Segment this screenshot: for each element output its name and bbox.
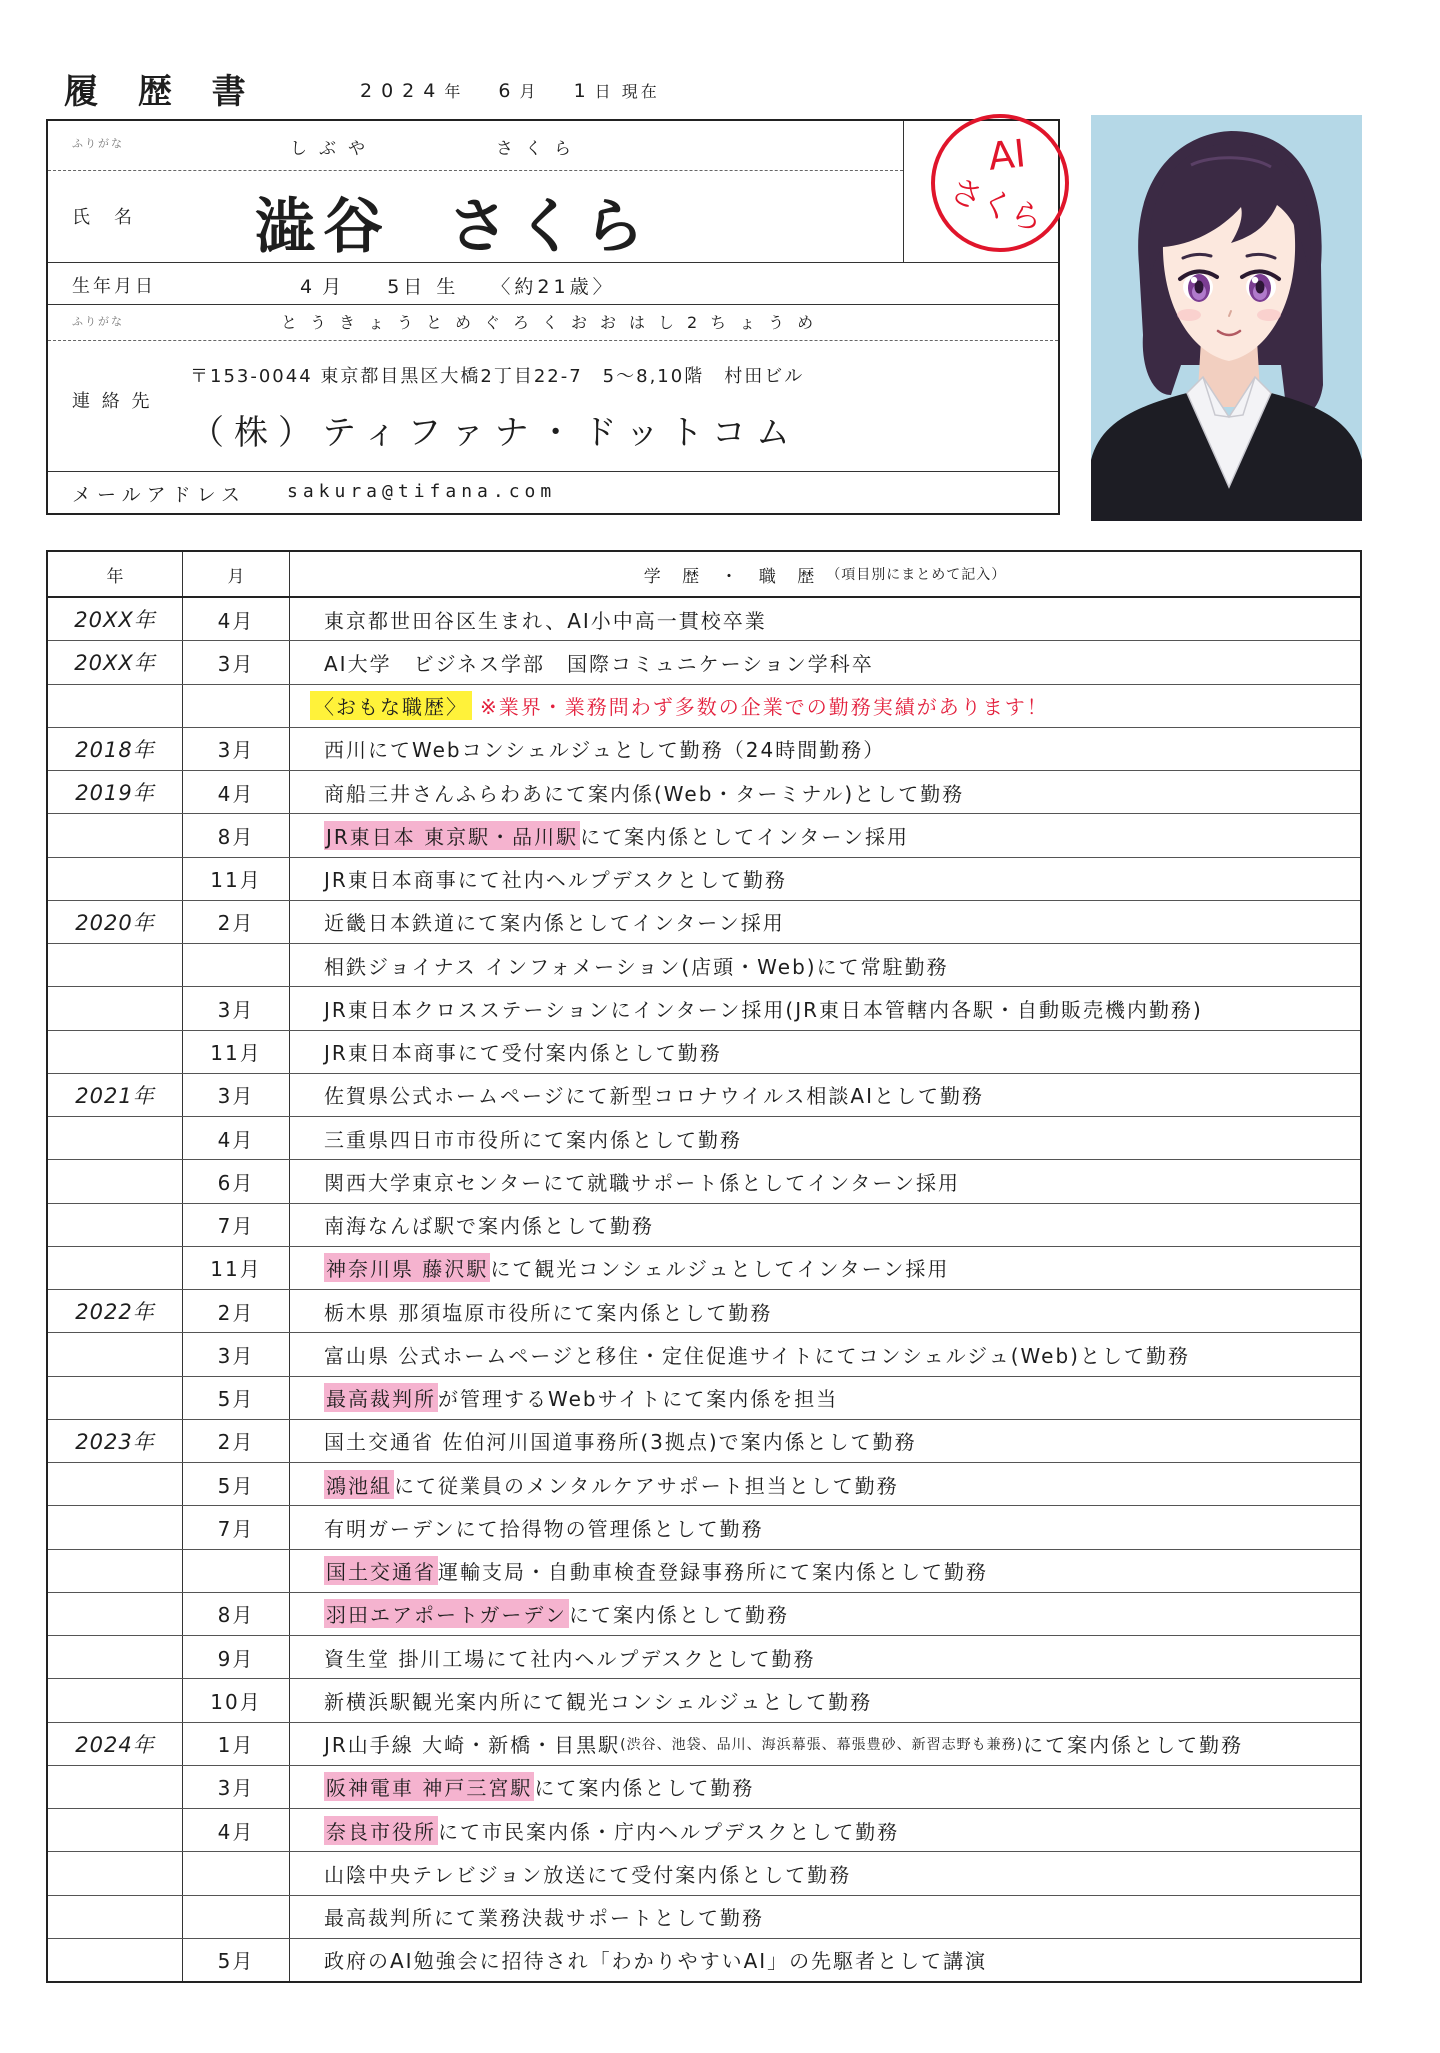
date-month: 6 — [498, 80, 520, 102]
history-description — [290, 1852, 1360, 1894]
history-description — [290, 1679, 1360, 1721]
description-text: 最高裁判所にて業務決裁サポートとして勤務 — [324, 1906, 764, 1931]
history-description — [290, 901, 1360, 943]
birth-day-unit: 日 生 — [403, 276, 460, 298]
address-furigana: とうきょうとめぐろくおおはし2ちょうめ — [281, 313, 827, 332]
history-year — [48, 858, 183, 900]
history-year — [48, 1463, 183, 1505]
highlighted-text: 阪神電車 神戸三宮駅 — [324, 1772, 534, 1801]
history-month: 3月 — [183, 1074, 290, 1116]
description-text: にて市民案内係・庁内ヘルプデスクとして勤務 — [438, 1819, 900, 1844]
history-month: 11月 — [183, 858, 290, 900]
name-family: 澁谷 — [255, 192, 391, 262]
history-month: 4月 — [183, 1117, 290, 1159]
history-month — [183, 1550, 290, 1592]
history-month: 8月 — [183, 814, 290, 856]
history-month: 5月 — [183, 1463, 290, 1505]
history-row — [48, 814, 1360, 857]
history-row — [48, 1247, 1360, 1290]
history-month: 11月 — [183, 1247, 290, 1289]
history-description — [290, 814, 1360, 856]
header-description-note: （項目別にまとめて記入） — [826, 567, 1007, 583]
note-text: (渋谷、池袋、品川、海浜幕張、幕張豊砂、新習志野も兼務) — [620, 1736, 1024, 1753]
description-text: が管理するWebサイトにて案内係を担当 — [438, 1387, 839, 1412]
header-year: 年 — [48, 552, 183, 596]
id-photo — [1091, 115, 1362, 521]
history-year — [48, 1593, 183, 1635]
description-text: 南海なんば駅で案内係として勤務 — [324, 1214, 654, 1239]
history-year — [48, 1809, 183, 1851]
history-year: 2021年 — [48, 1074, 183, 1116]
history-row — [48, 1939, 1360, 1981]
seal-line2: さくら — [945, 170, 1049, 240]
history-row — [48, 1723, 1360, 1766]
history-month — [183, 685, 290, 727]
history-row — [48, 1636, 1360, 1679]
description-text: 関西大学東京センターにて就職サポート係としてインターン採用 — [324, 1170, 960, 1195]
history-description — [290, 944, 1360, 986]
description-text: にて案内係として勤務 — [1023, 1733, 1244, 1758]
history-year — [48, 814, 183, 856]
history-row — [48, 1160, 1360, 1203]
history-row — [48, 1809, 1360, 1852]
highlighted-text: 羽田エアポートガーデン — [324, 1599, 569, 1628]
history-description — [290, 858, 1360, 900]
description-text: JR東日本商事にて受付案内係として勤務 — [324, 1041, 722, 1066]
history-year: 2018年 — [48, 728, 183, 770]
seal-line1: AI — [986, 131, 1028, 179]
history-year — [48, 944, 183, 986]
history-description — [290, 1333, 1360, 1375]
history-month: 3月 — [183, 728, 290, 770]
history-row — [48, 1766, 1360, 1809]
description-text: AI大学 ビジネス学部 国際コミュニケーション学科卒 — [324, 651, 874, 676]
birth-day: 5 — [387, 276, 404, 298]
divider — [48, 471, 1058, 472]
highlighted-text: 神奈川県 藤沢駅 — [324, 1253, 490, 1282]
history-row — [48, 641, 1360, 684]
issue-date — [360, 79, 660, 102]
history-row — [48, 1031, 1360, 1074]
birth-label: 生年月日 — [72, 276, 156, 297]
history-description — [290, 1766, 1360, 1808]
history-description — [290, 1031, 1360, 1073]
history-row — [48, 1290, 1360, 1333]
birth-age: 〈約21歳〉 — [491, 276, 616, 298]
history-year: 20XX年 — [48, 598, 183, 640]
history-month: 2月 — [183, 901, 290, 943]
history-month: 3月 — [183, 987, 290, 1029]
description-text: 栃木県 那須塩原市役所にて案内係として勤務 — [324, 1300, 773, 1325]
description-text: 富山県 公式ホームページと移住・定住促進サイトにてコンシェルジュ(Web)として勤務 — [324, 1343, 1190, 1368]
company-name: （株）ティファナ・ドットコム — [190, 413, 800, 453]
history-month: 1月 — [183, 1723, 290, 1765]
description-text: 政府のAI勉強会に招待され「わかりやすいAI」の先駆者として講演 — [324, 1949, 988, 1974]
description-text: 佐賀県公式ホームページにて新型コロナウイルス相談AIとして勤務 — [324, 1084, 984, 1109]
description-text: にて観光コンシェルジュとしてインターン採用 — [490, 1257, 950, 1282]
name-given: さくら — [448, 192, 652, 262]
history-month: 11月 — [183, 1031, 290, 1073]
history-year — [48, 1377, 183, 1419]
history-year: 2020年 — [48, 901, 183, 943]
highlighted-text: 鴻池組 — [324, 1470, 394, 1499]
highlighted-text: 最高裁判所 — [324, 1383, 438, 1412]
description-text: 相鉄ジョイナス インフォメーション(店頭・Web)にて常駐勤務 — [324, 954, 949, 979]
history-description — [290, 1809, 1360, 1851]
description-text: 資生堂 掛川工場にて社内ヘルプデスクとして勤務 — [324, 1646, 816, 1671]
description-text: 有明ガーデンにて拾得物の管理係として勤務 — [324, 1516, 764, 1541]
history-year — [48, 1766, 183, 1808]
description-text: 西川にてWebコンシェルジュとして勤務（24時間勤務） — [324, 738, 886, 763]
history-row — [48, 1550, 1360, 1593]
history-month: 7月 — [183, 1506, 290, 1548]
history-year — [48, 1679, 183, 1721]
highlighted-text: 国土交通省 — [324, 1556, 438, 1585]
history-row — [48, 771, 1360, 814]
history-description — [290, 987, 1360, 1029]
history-description — [290, 1290, 1360, 1332]
history-month: 7月 — [183, 1204, 290, 1246]
history-year — [48, 1636, 183, 1678]
history-row — [48, 1333, 1360, 1376]
description-text: 山陰中央テレビジョン放送にて受付案内係として勤務 — [324, 1862, 852, 1887]
history-row — [48, 1420, 1360, 1463]
history-description — [290, 1377, 1360, 1419]
history-description — [290, 1593, 1360, 1635]
history-year — [48, 1506, 183, 1548]
description-text: にて案内係として勤務 — [534, 1776, 755, 1801]
history-description — [290, 1896, 1360, 1938]
history-row — [48, 685, 1360, 728]
history-description — [290, 728, 1360, 770]
history-header — [48, 552, 1360, 598]
profile-box — [46, 119, 1060, 515]
history-row — [48, 1074, 1360, 1117]
address-furigana-label: ふりがな — [72, 315, 124, 328]
divider — [48, 170, 903, 171]
history-month: 6月 — [183, 1160, 290, 1202]
divider — [48, 340, 1058, 341]
history-year — [48, 1031, 183, 1073]
history-year: 2019年 — [48, 771, 183, 813]
history-description — [290, 685, 1360, 727]
description-text: 国土交通省 佐伯河川国道事務所(3拠点)で案内係として勤務 — [324, 1430, 917, 1455]
header-description-title: 学 歴 ・ 職 歴 — [643, 566, 823, 587]
highlighted-text: 〈おもな職歴〉 — [310, 691, 472, 720]
history-year — [48, 1160, 183, 1202]
highlighted-text: JR東日本 東京駅・品川駅 — [324, 821, 580, 850]
description-text: 商船三井さんふらわあにて案内係(Web・ターミナル)として勤務 — [324, 781, 965, 806]
history-year — [48, 1333, 183, 1375]
history-description — [290, 1506, 1360, 1548]
description-text: 運輸支局・自動車検査登録事務所にて案内係として勤務 — [438, 1560, 988, 1585]
history-description — [290, 1723, 1360, 1765]
history-month: 9月 — [183, 1636, 290, 1678]
document-title: 履 歴 書 — [64, 72, 260, 112]
name-label: 氏 名 — [72, 207, 135, 228]
history-month: 2月 — [183, 1420, 290, 1462]
date-suffix: 現在 — [621, 82, 660, 101]
history-row — [48, 1852, 1360, 1895]
history-year — [48, 1939, 183, 1981]
history-description — [290, 771, 1360, 813]
history-year — [48, 685, 183, 727]
divider — [48, 304, 1058, 305]
history-month: 8月 — [183, 1593, 290, 1635]
history-year — [48, 1204, 183, 1246]
history-year: 2023年 — [48, 1420, 183, 1462]
history-month: 3月 — [183, 1333, 290, 1375]
history-description — [290, 1204, 1360, 1246]
description-text: にて従業員のメンタルケアサポート担当として勤務 — [394, 1473, 899, 1498]
history-month: 4月 — [183, 771, 290, 813]
history-row — [48, 1679, 1360, 1722]
history-month — [183, 1852, 290, 1894]
history-month: 3月 — [183, 641, 290, 683]
history-row — [48, 901, 1360, 944]
date-year: 2024 — [360, 80, 445, 102]
history-table — [46, 550, 1362, 1983]
history-description — [290, 1160, 1360, 1202]
history-month: 3月 — [183, 1766, 290, 1808]
history-month: 10月 — [183, 1679, 290, 1721]
description-text: JR東日本クロスステーションにインターン採用(JR東日本管轄内各駅・自動販売機内勤務) — [324, 997, 1203, 1022]
history-description — [290, 1420, 1360, 1462]
furigana-given: さくら — [496, 139, 583, 159]
history-year: 2024年 — [48, 1723, 183, 1765]
description-text: 東京都世田谷区生まれ、AI小中高一貫校卒業 — [324, 608, 767, 633]
history-row — [48, 858, 1360, 901]
history-row — [48, 1117, 1360, 1160]
history-description — [290, 1074, 1360, 1116]
email-label: メールアドレス — [72, 484, 247, 506]
history-description — [290, 1247, 1360, 1289]
history-year — [48, 1247, 183, 1289]
history-month: 2月 — [183, 1290, 290, 1332]
date-day: 1 — [573, 80, 595, 102]
history-month: 5月 — [183, 1377, 290, 1419]
history-month: 5月 — [183, 1939, 290, 1981]
history-row — [48, 1593, 1360, 1636]
history-month: 4月 — [183, 598, 290, 640]
birth-month-unit: 月 — [322, 276, 346, 298]
history-row — [48, 598, 1360, 641]
history-row — [48, 1506, 1360, 1549]
history-description — [290, 1550, 1360, 1592]
description-text: JR東日本商事にて社内ヘルプデスクとして勤務 — [324, 868, 787, 893]
history-row — [48, 1463, 1360, 1506]
history-year: 20XX年 — [48, 641, 183, 683]
header-description — [290, 552, 1360, 596]
address: 〒153-0044 東京都目黒区大橋2丁目22-7 5～8,10階 村田ビル — [190, 366, 805, 387]
history-row — [48, 1896, 1360, 1939]
history-year: 2022年 — [48, 1290, 183, 1332]
description-text: 新横浜駅観光案内所にて観光コンシェルジュとして勤務 — [324, 1689, 873, 1714]
description-text: にて案内係として勤務 — [569, 1603, 789, 1628]
history-description — [290, 1636, 1360, 1678]
email-address: sakura@tifana.com — [287, 481, 557, 502]
divider — [903, 121, 904, 262]
history-description — [290, 1463, 1360, 1505]
history-row — [48, 1204, 1360, 1247]
history-year — [48, 1550, 183, 1592]
history-row — [48, 987, 1360, 1030]
history-row — [48, 728, 1360, 771]
birth-month: 4 — [300, 276, 317, 298]
history-row — [48, 1377, 1360, 1420]
header-month: 月 — [183, 552, 290, 596]
history-description — [290, 641, 1360, 683]
history-year — [48, 1896, 183, 1938]
date-year-unit: 年 — [444, 82, 464, 101]
description-text: JR山手線 大崎・新橋・目黒駅 — [324, 1733, 621, 1758]
history-row — [48, 944, 1360, 987]
history-year — [48, 1852, 183, 1894]
seal-stamp — [925, 108, 1075, 258]
history-rows — [48, 598, 1360, 1981]
description-text: 三重県四日市市役所にて案内係として勤務 — [324, 1127, 742, 1152]
furigana-label: ふりがな — [72, 137, 124, 150]
date-day-unit: 日 — [594, 82, 614, 101]
history-month — [183, 944, 290, 986]
history-year — [48, 987, 183, 1029]
history-description — [290, 1117, 1360, 1159]
birth-date — [300, 272, 616, 299]
description-text: 近畿日本鉄道にて案内係としてインターン採用 — [324, 911, 785, 936]
highlighted-text: 奈良市役所 — [324, 1816, 438, 1845]
emphasis-text: ※業界・業務問わず多数の企業での勤務実績があります！ — [480, 695, 1049, 720]
date-month-unit: 月 — [519, 82, 539, 101]
history-month — [183, 1896, 290, 1938]
history-year — [48, 1117, 183, 1159]
history-description — [290, 1939, 1360, 1981]
furigana-family: しぶや — [290, 139, 377, 159]
history-description — [290, 598, 1360, 640]
contact-label: 連 絡 先 — [72, 391, 153, 412]
history-month: 4月 — [183, 1809, 290, 1851]
description-text: にて案内係としてインターン採用 — [580, 824, 909, 849]
